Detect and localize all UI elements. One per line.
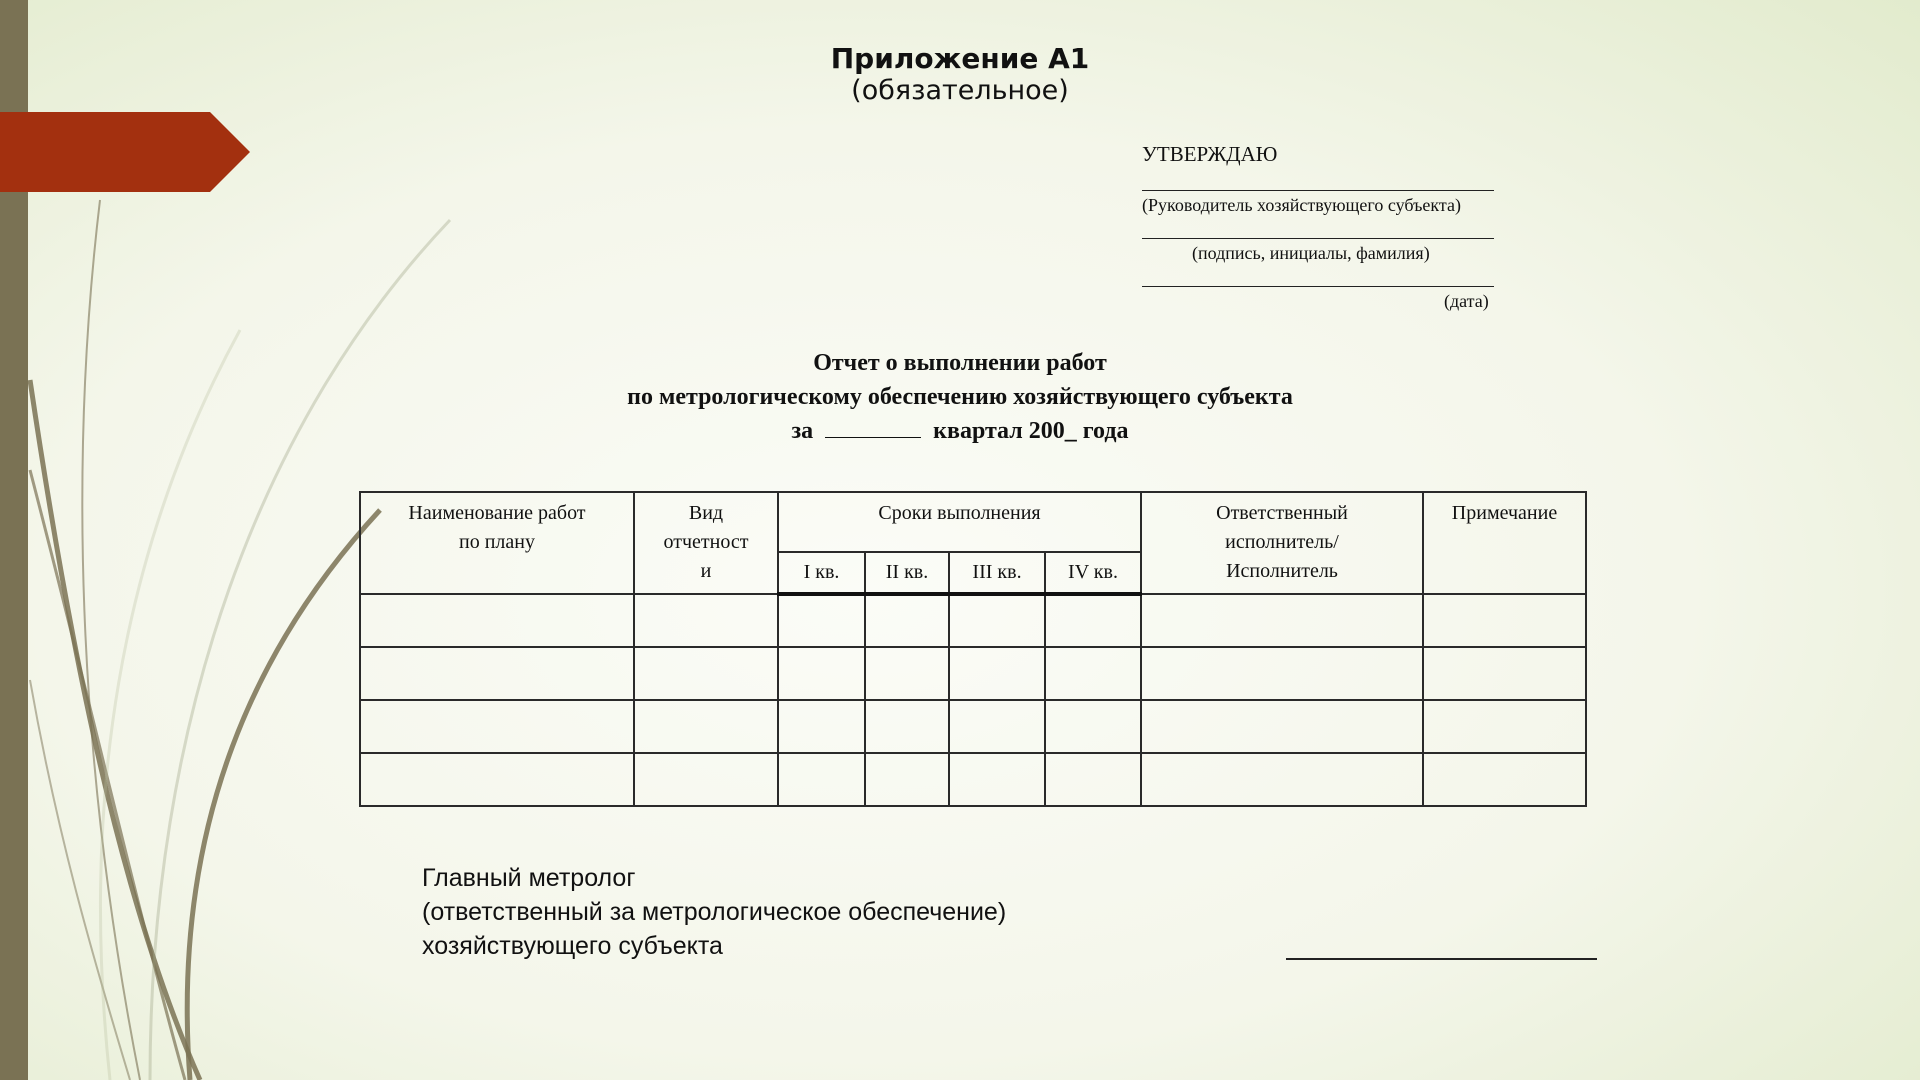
header-quarter-3: III кв. (949, 552, 1045, 594)
signature-caption: (подпись, инициалы, фамилия) (1192, 243, 1430, 263)
chevron-arrow-decor (0, 112, 250, 192)
chief-line1: Главный метролог (422, 864, 636, 892)
appendix-subtitle: (обязательное) (851, 75, 1069, 106)
plan-table (359, 491, 1587, 807)
report-title-prefix: за (791, 418, 814, 444)
header-work-name: Наименование работ по плану (360, 492, 634, 594)
table-row (360, 647, 1586, 700)
report-title-line1: Отчет о выполнении работ (813, 350, 1107, 376)
report-title-line3 (0, 414, 1920, 448)
header-report-type: Вид отчетност и (634, 492, 778, 594)
quarter-blank (825, 417, 921, 438)
header-quarter-4: IV кв. (1045, 552, 1141, 594)
header-quarter-2: II кв. (865, 552, 949, 594)
head-caption: (Руководитель хозяйствующего субъекта) (1142, 195, 1461, 215)
date-caption: (дата) (1444, 291, 1489, 311)
signature-line (1142, 238, 1494, 239)
header-responsible: Ответственный исполнитель/ Исполнитель (1141, 492, 1423, 594)
header-quarter-1: I кв. (778, 552, 865, 594)
chief-line2: (ответственный за метрологическое обеспечение) (422, 898, 1007, 926)
date-line (1142, 286, 1494, 287)
table-row (360, 700, 1586, 753)
approval-heading: УТВЕРЖДАЮ (1142, 142, 1278, 166)
table-row (360, 753, 1586, 806)
chief-metrologist-block (422, 861, 1006, 963)
head-signature-line (1142, 190, 1494, 191)
header-deadlines: Сроки выполнения (778, 492, 1141, 552)
appendix-title: Приложение А1 (830, 42, 1090, 75)
chief-signature-line (1286, 958, 1597, 960)
report-title-suffix: квартал 200_ года (933, 418, 1129, 444)
report-title-line2: по метрологическому обеспечению хозяйствующего субъекта (627, 384, 1293, 410)
report-title (0, 346, 1920, 448)
table-body (360, 594, 1586, 806)
header-note: Примечание (1423, 492, 1586, 594)
chief-line3: хозяйствующего субъекта (422, 932, 723, 960)
table-row (360, 594, 1586, 647)
